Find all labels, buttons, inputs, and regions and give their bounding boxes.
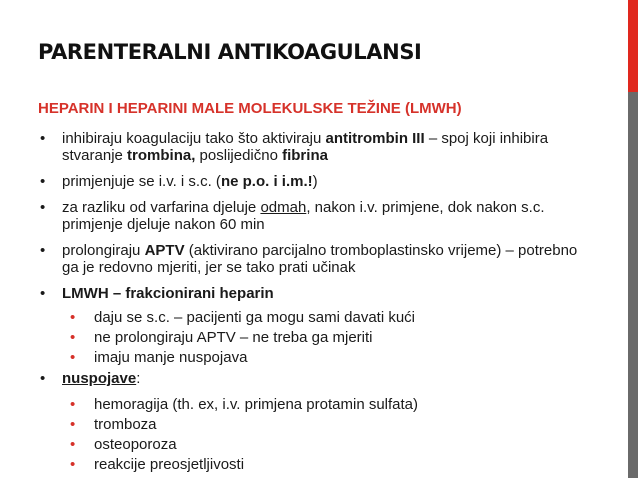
text: za razliku od varfarina djeluje (62, 199, 261, 216)
bullet-marker: • (70, 396, 76, 413)
text: : (136, 370, 141, 387)
bullet-item-3 (38, 199, 598, 233)
bullet-marker: • (40, 285, 46, 302)
bullet-marker: • (40, 199, 46, 216)
text: , nakon i.v. primjene, dok nakon s.c. primjenje djeluje nakon 60 min (62, 199, 545, 233)
text: prolongiraju (62, 242, 145, 259)
sub-bullet-item (38, 328, 598, 348)
text: reakcije preosjetljivosti (94, 456, 245, 473)
slide-title: PARENTERALNI ANTIKOAGULANSI (38, 40, 422, 64)
bullet-list (38, 124, 598, 475)
sub-bullet-item (38, 415, 598, 435)
bold-term: ne p.o. i i.m.! (220, 173, 313, 190)
bullet-marker: • (70, 309, 76, 326)
bold-term: LMWH – frakcionirani heparin (62, 285, 274, 302)
bullet-marker: • (40, 173, 46, 190)
text: daju se s.c. – pacijenti ga mogu sami davati kući (94, 309, 415, 326)
text: imaju manje nuspojava (94, 349, 248, 366)
bullet-marker: • (40, 370, 46, 387)
bullet-marker: • (70, 329, 76, 346)
bullet-item-5 (38, 285, 598, 302)
bullet-item-2 (38, 173, 598, 190)
sub-bullet-item (38, 455, 598, 475)
bullet-marker: • (40, 130, 46, 147)
bullet-marker: • (40, 242, 46, 259)
bold-term: APTV (144, 242, 185, 259)
text: (aktivirano parcijalno tromboplastinsko vrijeme) – potrebno ga je redovno mjeriti, jer se tako prati učinak (62, 242, 578, 276)
bullet-marker: • (70, 349, 76, 366)
bullet-item-4 (38, 242, 598, 276)
text: hemoragija (th. ex, i.v. primjena protamin sulfata) (94, 396, 419, 413)
sub-bullet-item (38, 395, 598, 415)
bullet-marker: • (70, 416, 76, 433)
text: poslijedično (195, 147, 283, 164)
bold-term: fibrina (282, 147, 328, 164)
bullet-item-6 (38, 370, 598, 387)
text: primjenjuje se i.v. i s.c. ( (62, 173, 221, 190)
text: osteoporoza (94, 436, 177, 453)
slide-subtitle: HEPARIN I HEPARINI MALE MOLEKULSKE TEŽINE (LMWH) (38, 100, 462, 117)
bullet-marker: • (70, 436, 76, 453)
sub-bullet-item (38, 348, 598, 368)
text: inhibiraju koagulaciju tako što aktiviraju (62, 130, 326, 147)
bold-term: antitrombin III (325, 130, 425, 147)
text: ) (312, 173, 318, 190)
bullet-item-1 (38, 130, 598, 164)
underlined-term: odmah (260, 199, 307, 216)
sidebar-accent-red (628, 0, 638, 92)
sub-bullet-item (38, 435, 598, 455)
text: – spoj koji inhibira stvaranje (62, 130, 549, 164)
bold-underlined-term: nuspojave (62, 370, 137, 387)
text: ne prolongiraju APTV – ne treba ga mjeriti (94, 329, 373, 346)
text: tromboza (94, 416, 157, 433)
bold-term: trombina, (127, 147, 196, 164)
sub-bullet-item (38, 308, 598, 328)
bullet-marker: • (70, 456, 76, 473)
